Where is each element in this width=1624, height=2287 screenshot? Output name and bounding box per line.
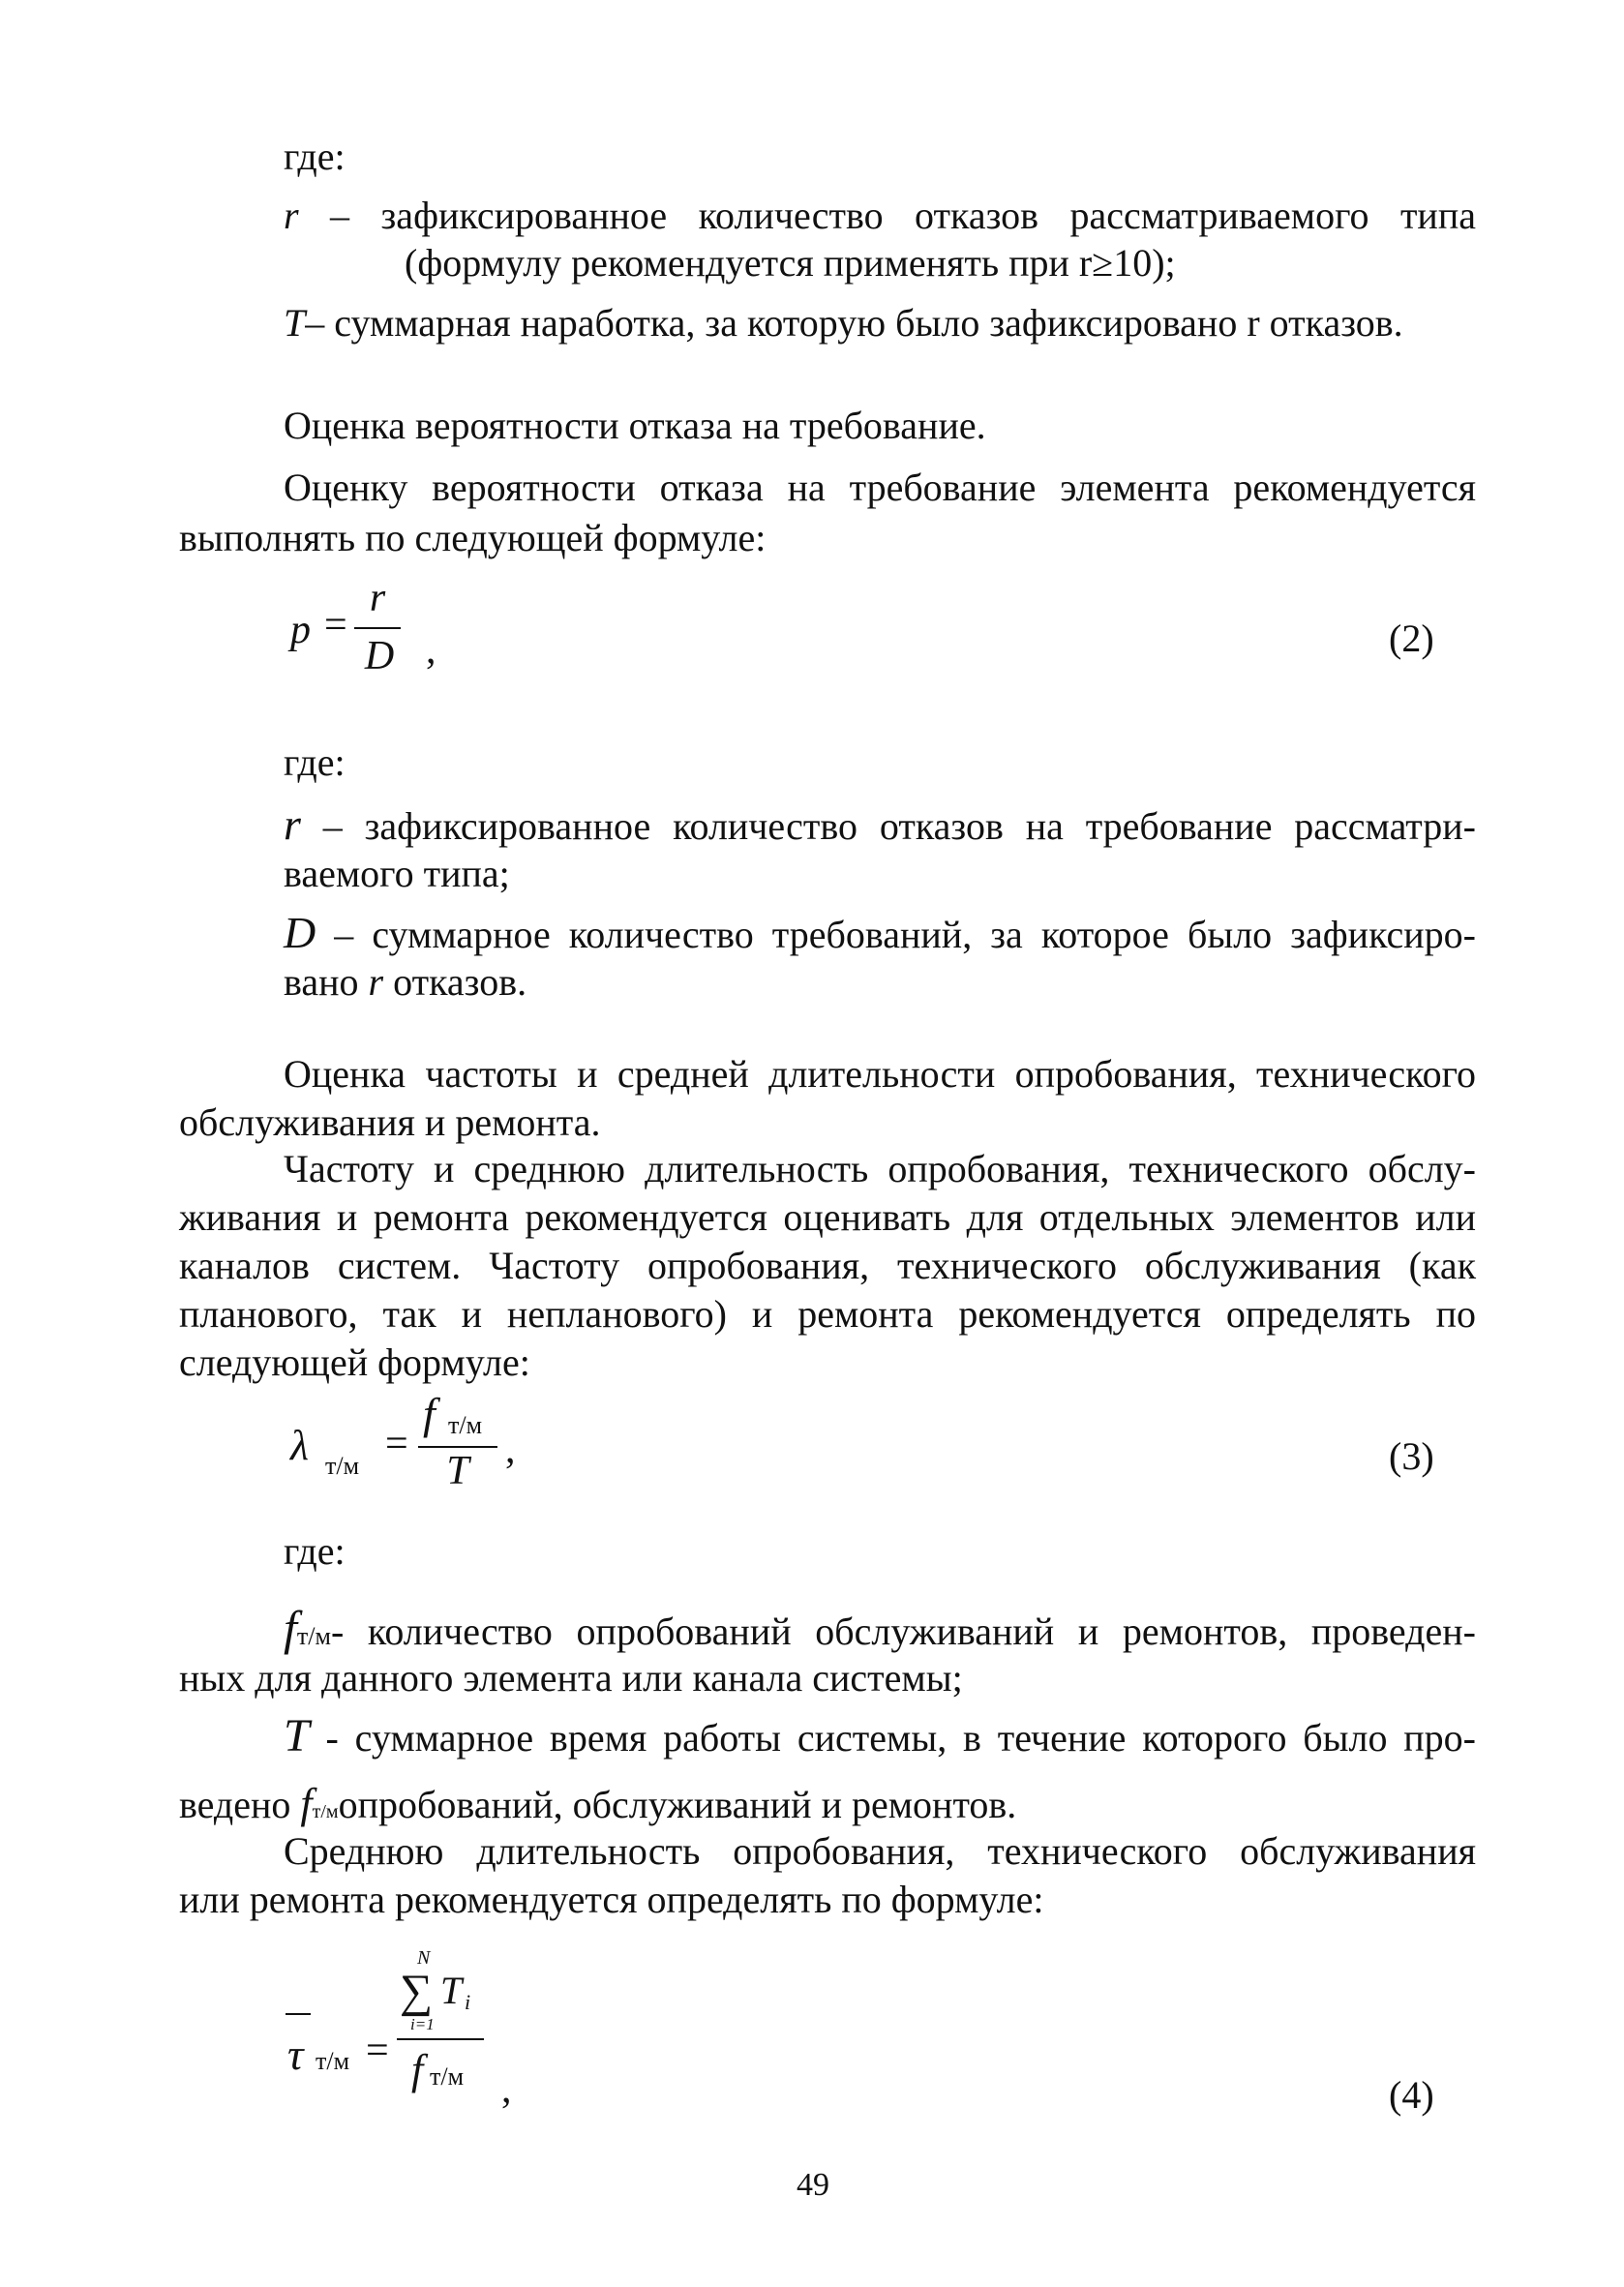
formula-2-lhs: p bbox=[290, 608, 311, 652]
symbol-f-2-sub: т/м bbox=[312, 1801, 339, 1822]
definition-D-l2 bbox=[284, 957, 526, 1007]
formula-2-comma: , bbox=[426, 628, 436, 673]
section-heading-frequency-l1: Оценка частоты и средней длительности опробования, технического bbox=[284, 1052, 1476, 1096]
symbol-f-sub: т/м bbox=[296, 1622, 331, 1650]
definition-f-text: - количество опробований обслуживаний и ремонтов, проведен- bbox=[330, 1610, 1476, 1653]
equation-number-3: (3) bbox=[1389, 1434, 1434, 1478]
formula-4-sum-sign: ∑ bbox=[400, 1966, 434, 2017]
section-heading-probability: Оценка вероятности отказа на требование. bbox=[284, 404, 986, 447]
formula-3-numerator: f bbox=[423, 1389, 436, 1438]
formula-3-numerator-sub: т/м bbox=[448, 1411, 483, 1439]
symbol-r-3: r bbox=[368, 960, 384, 1004]
symbol-D: D bbox=[284, 908, 316, 957]
paragraph-frequency-l5: следующей формуле: bbox=[179, 1340, 530, 1384]
definition-D-l2-a: вано bbox=[284, 960, 369, 1004]
where-label-1: где: bbox=[284, 135, 346, 178]
symbol-f: f bbox=[284, 1601, 297, 1655]
formula-2-denominator: D bbox=[364, 634, 395, 678]
definition-r-2-text: – зафиксированное количество отказов на требование рассматри- bbox=[300, 804, 1476, 848]
formula-3-eq: = bbox=[385, 1422, 408, 1466]
symbol-f-2: f bbox=[300, 1780, 313, 1827]
paragraph-frequency-l1: Частоту и среднюю длительность опробования, технического обслу- bbox=[284, 1147, 1476, 1190]
definition-D-l2-c: отказов. bbox=[383, 960, 527, 1004]
where-label-3: где: bbox=[284, 1529, 346, 1573]
formula-4-eq: = bbox=[366, 2029, 389, 2073]
formula-4-sum-bottom: i=1 bbox=[410, 2015, 435, 2033]
paragraph-frequency-l3: каналов систем. Частоту опробования, технического обслуживания (как bbox=[179, 1244, 1476, 1287]
symbol-T-2: T bbox=[284, 1710, 310, 1761]
section-heading-frequency-l2: обслуживания и ремонта. bbox=[179, 1100, 601, 1144]
formula-4-tau: τ bbox=[287, 2030, 304, 2079]
formula-4-overline bbox=[286, 2013, 311, 2015]
formula-3-lambda-sub: т/м bbox=[325, 1452, 360, 1480]
paragraph-probability-l1: Оценку вероятности отказа на требование элемента рекомендуется bbox=[284, 466, 1476, 509]
definition-T-2-l2-b: опробований, обслуживаний и ремонтов. bbox=[338, 1783, 1017, 1826]
paragraph-duration-l1: Среднюю длительность опробования, технического обслуживания bbox=[284, 1829, 1476, 1873]
definition-T-1 bbox=[284, 298, 1403, 347]
page-number: 49 bbox=[797, 2167, 829, 2203]
definition-T-2-l2-a: ведено bbox=[179, 1783, 301, 1826]
definition-r-2-l2: ваемого типа; bbox=[284, 852, 510, 895]
formula-2-numerator: r bbox=[369, 576, 386, 620]
definition-D-text: – суммарное количество требований, за которое было зафиксиро- bbox=[316, 913, 1476, 956]
symbol-r: r bbox=[284, 194, 299, 237]
equation-number-2: (2) bbox=[1389, 617, 1434, 660]
definition-r-note: (формулу рекомендуется применять при r≥10); bbox=[405, 241, 1176, 285]
formula-4-tau-sub: т/м bbox=[316, 2047, 350, 2075]
formula-2-eq: = bbox=[324, 603, 347, 647]
paragraph-frequency-l2: живания и ремонта рекомендуется оценивать для отдельных элементов или bbox=[179, 1195, 1476, 1239]
symbol-T: T bbox=[284, 301, 306, 345]
formula-4-sum-term: T bbox=[440, 1969, 463, 2012]
formula-3-denominator: T bbox=[446, 1449, 469, 1493]
formula-2-fraction-bar bbox=[354, 627, 401, 629]
definition-f-l2: ных для данного элемента или канала системы; bbox=[179, 1656, 963, 1700]
where-label-2: где: bbox=[284, 740, 346, 784]
formula-4-denominator: f bbox=[411, 2046, 424, 2093]
formula-4-fraction-bar bbox=[397, 2038, 484, 2040]
formula-4-sum-term-sub: i bbox=[465, 1990, 471, 2014]
paragraph-frequency-l4: планового, так и непланового) и ремонта рекомендуется определять по bbox=[179, 1292, 1476, 1336]
paragraph-probability-l2: выполнять по следующей формуле: bbox=[179, 516, 767, 559]
formula-4-denominator-sub: т/м bbox=[430, 2062, 465, 2091]
symbol-r-2: r bbox=[284, 799, 301, 849]
formula-4-sum-top: N bbox=[417, 1947, 431, 1969]
formula-3-lambda: λ bbox=[290, 1422, 310, 1469]
definition-T-text: – суммарная наработка, за которую было зафиксировано r отказов. bbox=[305, 301, 1403, 345]
formula-4-comma: , bbox=[501, 2067, 512, 2112]
equation-number-4: (4) bbox=[1389, 2073, 1434, 2117]
formula-3-comma: , bbox=[505, 1428, 516, 1472]
definition-r-text: – зафиксированное количество отказов рассматриваемого типа bbox=[298, 194, 1476, 237]
paragraph-duration-l2: или ремонта рекомендуется определять по формуле: bbox=[179, 1878, 1044, 1921]
definition-T-2-text: - суммарное время работы системы, в течение которого было про- bbox=[309, 1716, 1476, 1760]
